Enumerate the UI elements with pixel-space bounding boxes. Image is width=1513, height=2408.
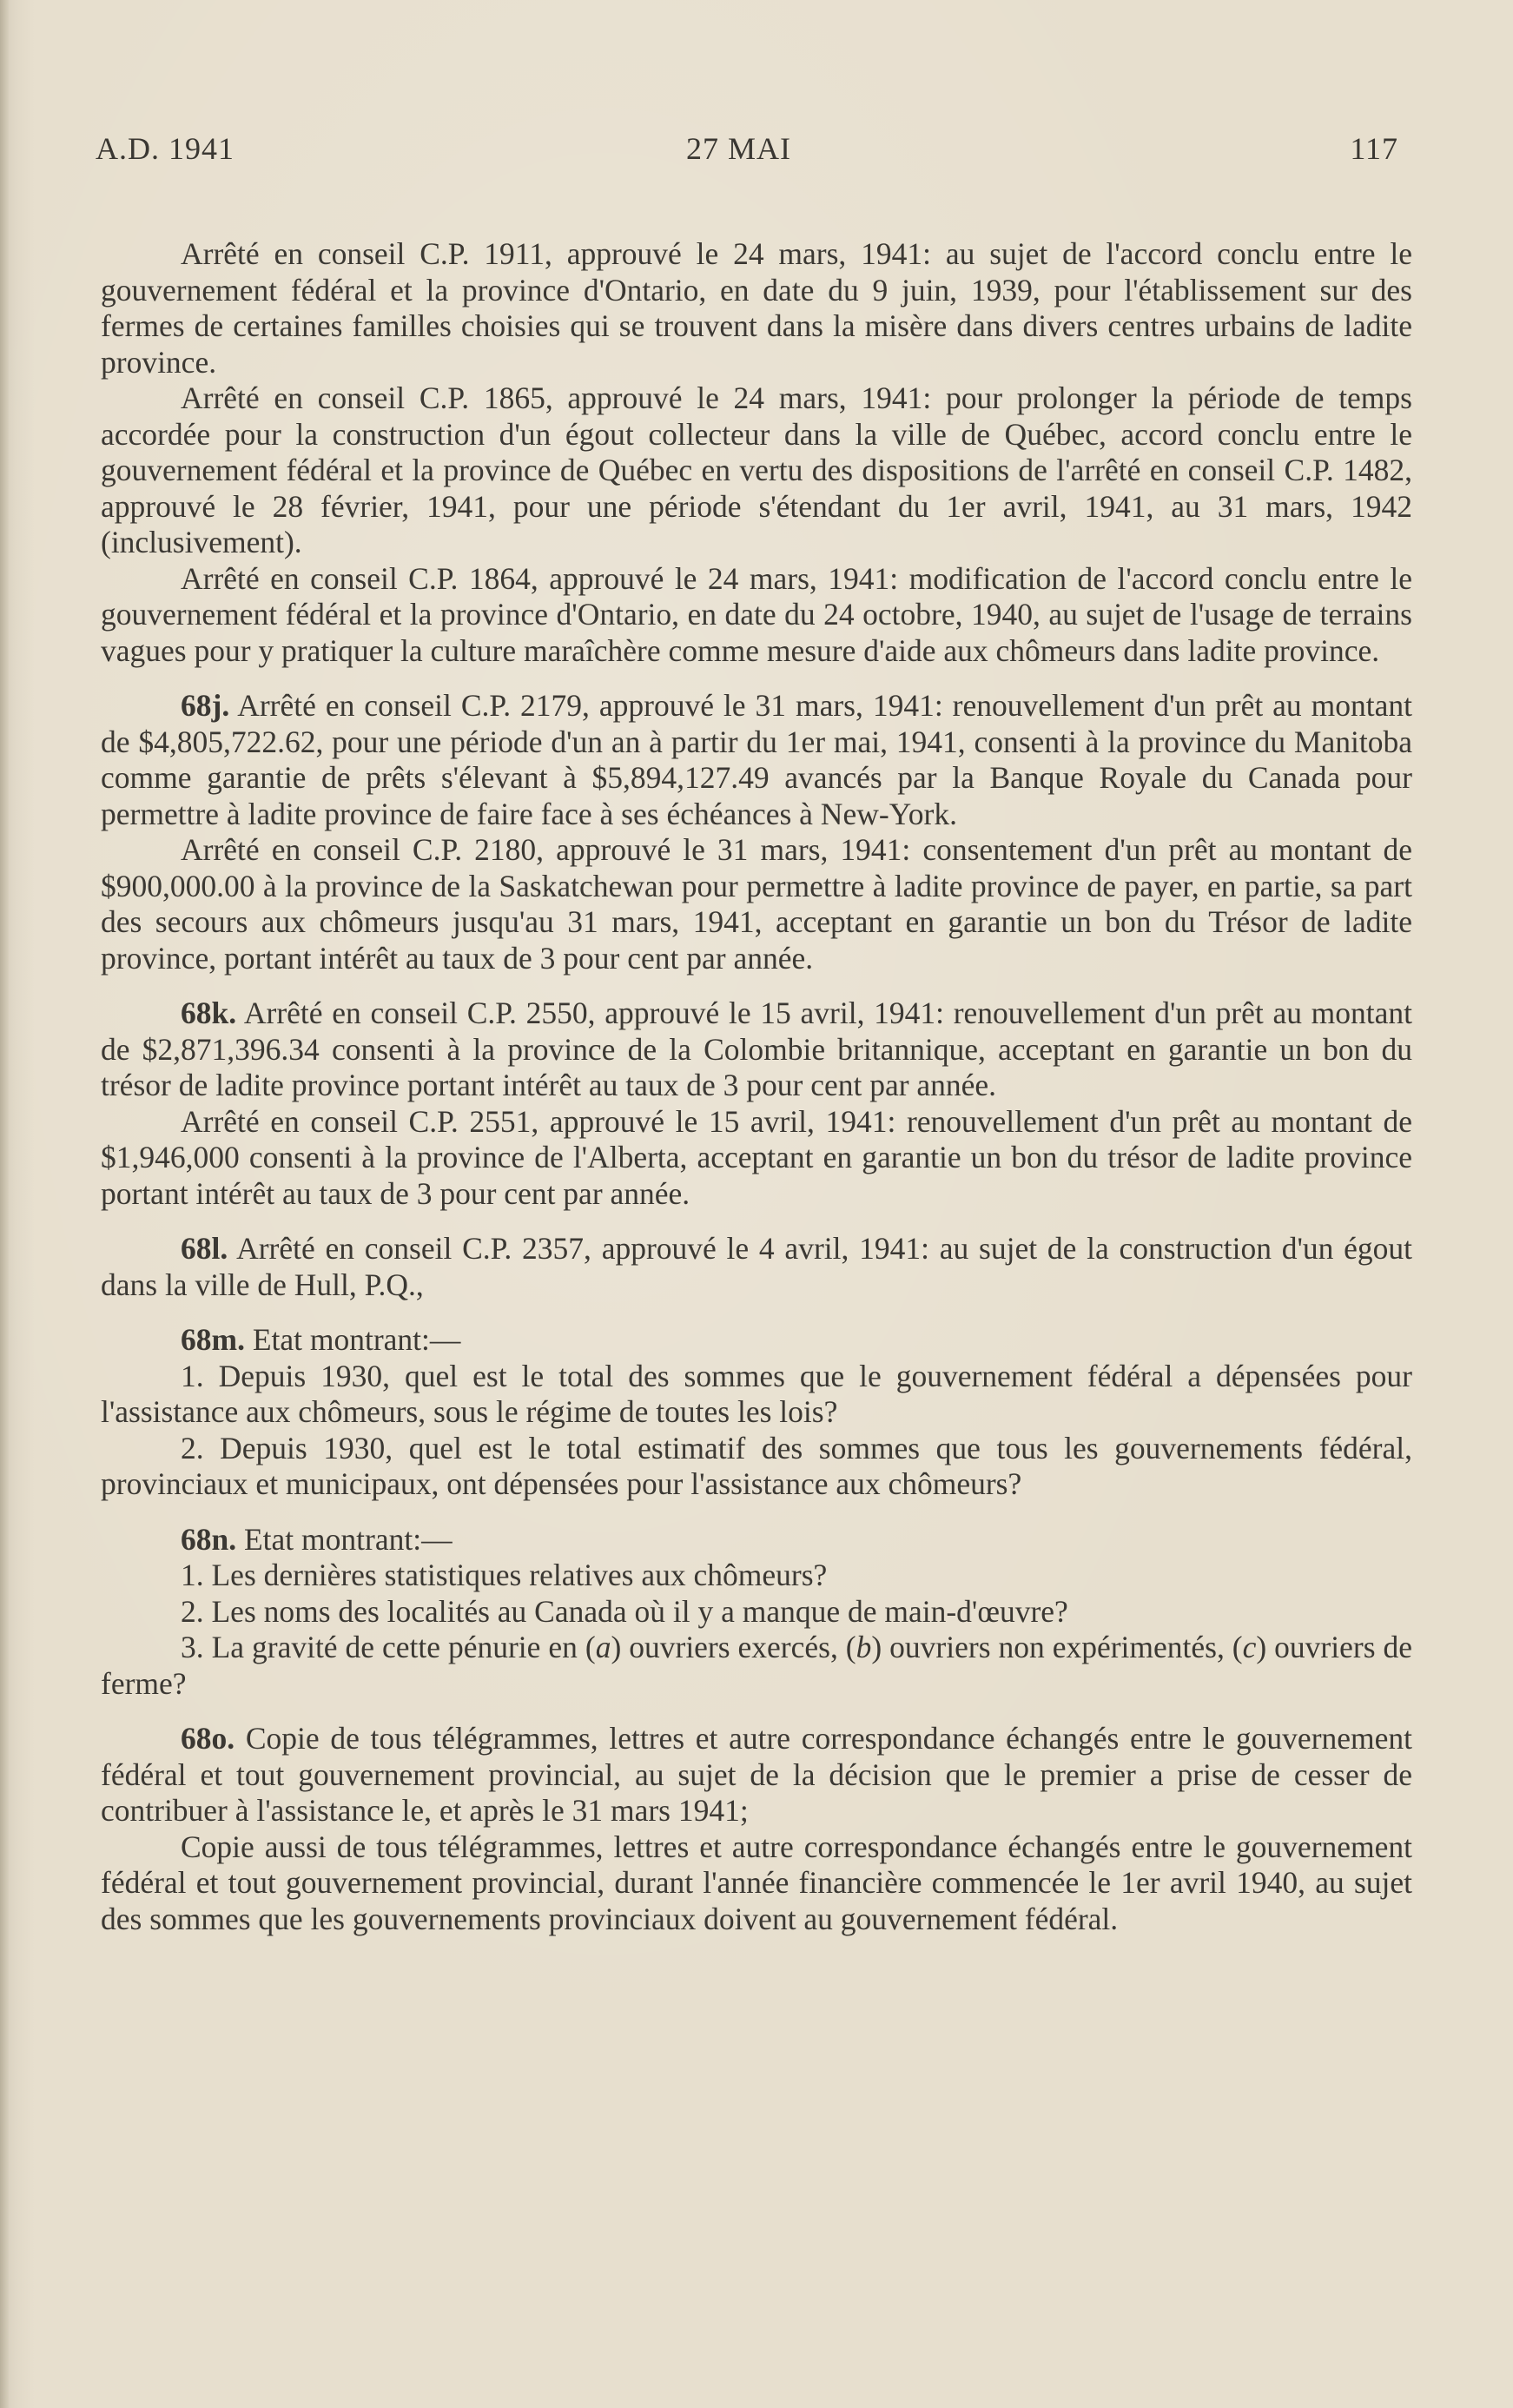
list-item-68m-1: 1. Depuis 1930, quel est le total des sommes que le gouvernement fédéral a dépensées pour l'assistance aux chômeurs, sous le régime de toutes les lois? <box>101 1358 1412 1429</box>
paragraph-68j: 68j. Arrêté en conseil C.P. 2179, approuvé le 31 mars, 1941: renouvellement d'un prêt au montant de $4,805,722.62, pour une période d'un an à partir du 1er mai, 1941, consenti à la province du Manitoba comme garantie de prêts s'élevant à $5,894,127.49 avancés par la Banque Royale du Canada pour permettre à ladite province de faire face à ses échéances à New-York. <box>101 688 1412 831</box>
list-item-68n-2: 2. Les noms des localités au Canada où il y a manque de main-d'œuvre? <box>181 1593 1068 1629</box>
page-number: 117 <box>1350 131 1398 166</box>
paragraph-68k: 68k. Arrêté en conseil C.P. 2550, approuvé le 15 avril, 1941: renouvellement d'un prêt au montant de $2,871,396.34 consenti à la province de la Colombie britannique, acceptant en garantie un bon du trésor de ladite province portant intérêt au taux de 3 pour cent par année. <box>101 996 1412 1102</box>
paragraph-cp-1911: Arrêté en conseil C.P. 1911, approuvé le 24 mars, 1941: au sujet de l'accord conclu entre le gouvernement fédéral et la province d'Ontario, en date du 9 juin, 1939, pour l'établissement sur des fermes de certaines familles choisies qui se trouvent dans la misère dans divers centres urbains de ladite province. <box>101 236 1412 380</box>
item-number: 68n. <box>181 1521 237 1557</box>
item-number: 68l. <box>181 1231 228 1266</box>
item-number: 68m. <box>181 1322 245 1357</box>
paragraph-68l: 68l. Arrêté en conseil C.P. 2357, approuvé le 4 avril, 1941: au sujet de la construction d'un égout dans la ville de Hull, P.Q., <box>101 1231 1413 1302</box>
paragraph-68o: 68o. Copie de tous télégrammes, lettres et autre correspondance échangés entre le gouvernement fédéral et tout gouvernement provincial, au sujet de la décision que le premier a prise de cesser de contribuer à l'assistance le, et après le 31 mars 1941; <box>101 1721 1413 1828</box>
paragraph-cp-2180: Arrêté en conseil C.P. 2180, approuvé le 31 mars, 1941: consentement d'un prêt au montant de $900,000.00 à la province de la Saskatchewan pour permettre à ladite province de payer, en partie, sa part des secours aux chômeurs jusqu'au 31 mars, 1941, acceptant en garantie un bon du Trésor de ladite province, portant intérêt au taux de 3 pour cent par année. <box>101 832 1412 976</box>
list-item-68n-1: 1. Les dernières statistiques relatives aux chômeurs? <box>181 1558 828 1592</box>
header-date: 27 MAI <box>686 131 791 166</box>
item-number: 68k. <box>181 996 237 1030</box>
paragraph-cp-1864: Arrêté en conseil C.P. 1864, approuvé le 24 mars, 1941: modification de l'accord conclu entre le gouvernement fédéral et la province d'Ontario, en date du 24 octobre, 1940, au sujet de l'usage de terrains vagues pour y pratiquer la culture maraîchère comme mesure d'aide aux chômeurs dans ladite province. <box>101 560 1412 668</box>
list-item-68m-2: 2. Depuis 1930, quel est le total estimatif des sommes que tous les gouvernements fédéral, provinciaux et municipaux, ont dépensées pour l'assistance aux chômeurs? <box>101 1430 1412 1501</box>
document-body <box>101 236 1412 1937</box>
paragraph-cp-1865: Arrêté en conseil C.P. 1865, approuvé le 24 mars, 1941: pour prolonger la période de temps accordée pour la construction d'un égout collecteur dans la ville de Québec, accord conclu entre le gouvernement fédéral et la province de Québec en vertu des dispositions de l'arrêté en conseil C.P. 1482, approuvé le 28 février, 1941, pour une période s'étendant du 1er avril, 1941, au 31 mars, 1942 (inclusivement). <box>101 380 1412 559</box>
list-item-68n-3: 3. La gravité de cette pénurie en (a) ouvriers exercés, (b) ouvriers non expérimentés, (c) ouvriers de ferme? <box>101 1630 1412 1701</box>
page-binding-edge <box>0 0 9 2408</box>
paragraph-68n: 68n. Etat montrant:— <box>181 1521 453 1557</box>
paragraph-68o-continued: Copie aussi de tous télégrammes, lettres et autre correspondance échangés entre le gouvernement fédéral et tout gouvernement provincial, durant l'année financière commencée le 1er avril 1940, au sujet des sommes que les gouvernements provinciaux doivent au gouvernement fédéral. <box>101 1829 1412 1936</box>
item-number: 68o. <box>181 1721 235 1756</box>
paragraph-cp-2551: Arrêté en conseil C.P. 2551, approuvé le 15 avril, 1941: renouvellement d'un prêt au montant de $1,946,000 consenti à la province de l'Alberta, acceptant en garantie un bon du trésor de ladite province portant intérêt au taux de 3 pour cent par année. <box>101 1103 1412 1211</box>
page-header <box>96 130 1398 174</box>
paragraph-68m: 68m. Etat montrant:— <box>181 1322 461 1357</box>
header-year: A.D. 1941 <box>96 131 235 166</box>
item-number: 68j. <box>181 688 230 723</box>
